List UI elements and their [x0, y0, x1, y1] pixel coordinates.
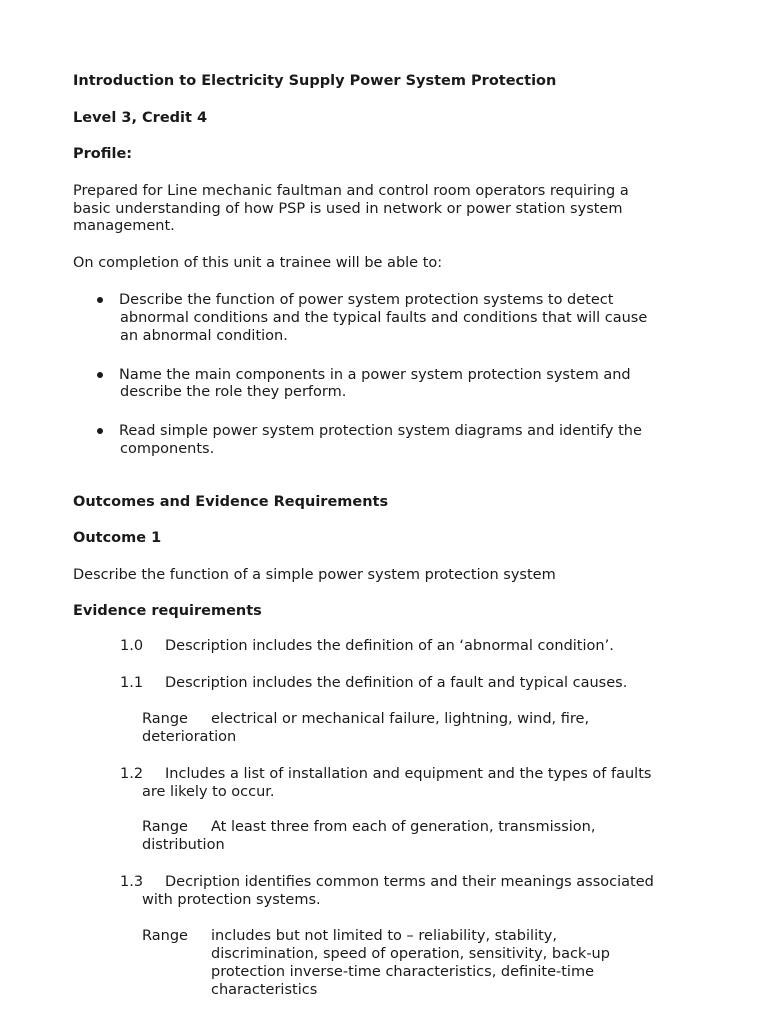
item-line: Decription identifies common terms and their meanings associated — [165, 874, 654, 890]
item-line: are likely to occur. — [142, 784, 275, 800]
bullet-icon — [97, 428, 103, 434]
item-number: 1.3 — [120, 874, 144, 890]
bullet-line: describe the role they perform. — [120, 384, 347, 400]
item-line: Description includes the definition of a fault and typical causes. — [165, 675, 628, 691]
bullet-line: an abnormal condition. — [120, 328, 288, 344]
evidence-heading: Evidence requirements — [73, 603, 262, 619]
outcome1-text: Describe the function of a simple power system protection system — [73, 567, 556, 583]
level-credit: Level 3, Credit 4 — [73, 110, 208, 126]
item-line: Description includes the definition of an ‘abnormal condition’. — [165, 638, 614, 654]
item-number: 1.0 — [120, 638, 144, 654]
bullet-icon — [97, 372, 103, 378]
range-label: Range — [142, 819, 188, 835]
item-number: 1.1 — [120, 675, 144, 691]
item-line: Includes a list of installation and equipment and the types of faults — [165, 766, 652, 782]
range-label: Range — [142, 928, 188, 944]
bullet-line: Name the main components in a power system protection system and — [119, 367, 631, 383]
range-line: distribution — [142, 837, 225, 853]
range-label: Range — [142, 711, 188, 727]
bullet-icon — [97, 297, 103, 303]
range-line: electrical or mechanical failure, lightning, wind, fire, — [211, 711, 590, 727]
range-line: protection inverse-time characteristics, definite-time — [211, 964, 594, 980]
bullet-line: Read simple power system protection system diagrams and identify the — [119, 423, 642, 439]
outcomes-heading: Outcomes and Evidence Requirements — [73, 494, 389, 510]
outcome1-heading: Outcome 1 — [73, 530, 162, 546]
completion-intro: On completion of this unit a trainee will be able to: — [73, 255, 443, 271]
bullet-line: components. — [120, 441, 215, 457]
range-line: includes but not limited to – reliability, stability, — [211, 928, 557, 944]
range-line: At least three from each of generation, transmission, — [211, 819, 596, 835]
document-title: Introduction to Electricity Supply Power System Protection — [73, 73, 557, 89]
bullet-line: Describe the function of power system protection systems to detect — [119, 292, 614, 308]
item-line: with protection systems. — [142, 892, 321, 908]
range-line: deterioration — [142, 729, 237, 745]
range-line: characteristics — [211, 982, 318, 998]
range-line: discrimination, speed of operation, sensitivity, back-up — [211, 946, 610, 962]
profile-line: management. — [73, 218, 175, 234]
profile-heading: Profile: — [73, 146, 133, 162]
profile-line: basic understanding of how PSP is used in network or power station system — [73, 201, 623, 217]
profile-line: Prepared for Line mechanic faultman and control room operators requiring a — [73, 183, 629, 199]
item-number: 1.2 — [120, 766, 144, 782]
bullet-line: abnormal conditions and the typical faults and conditions that will cause — [120, 310, 648, 326]
